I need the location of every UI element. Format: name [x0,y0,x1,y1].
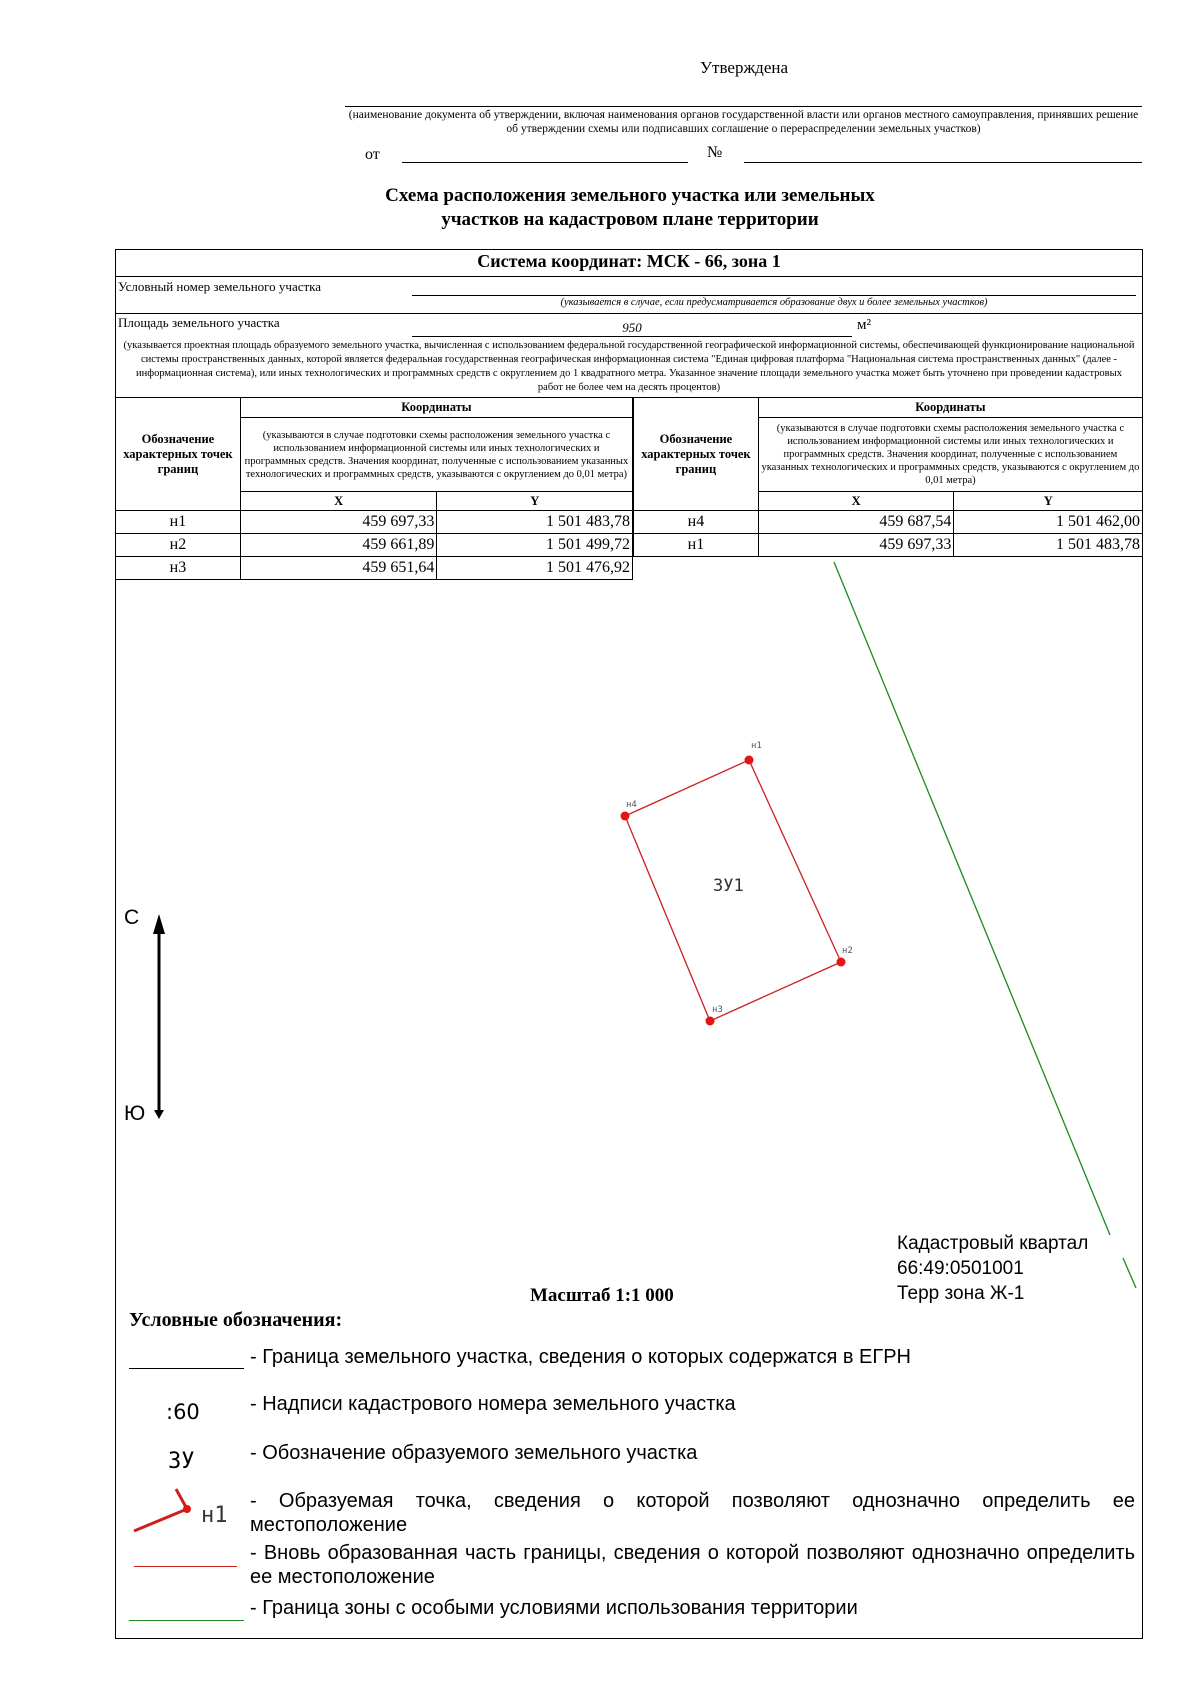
legend-zone-line-icon [129,1620,244,1621]
y-cell: 1 501 462,00 [954,511,1143,534]
legend-title: Условные обозначения: [129,1309,343,1331]
quarter-number: 66:49:0501001 [897,1258,1024,1279]
legend-new-boundary-line-icon [134,1566,237,1567]
number-label: № [707,144,723,161]
col-coords-header: Координаты [240,398,632,418]
legend-point-symbol: н1 [201,1503,228,1528]
doc-name-note: (наименование документа об утверждении, включая наименования органов государственной власти или органов местного самоуправления, принявших решение об утверждении схемы или подписавших соглашение о перераспределении земельных участков) [348,109,1139,135]
col-y-header: Y [954,492,1143,511]
col-y-header: Y [437,492,633,511]
south-arrowhead-icon [154,1110,164,1119]
area-unit: м² [857,317,871,333]
south-label: Ю [124,1102,146,1125]
approved-label: Утверждена [700,58,789,77]
point-marker-n2 [837,958,846,967]
x-cell: 459 697,33 [758,534,954,557]
col-point-header: Обозначение характерных точек границ [116,398,241,511]
coord-system-title: Система координат: МСК - 66, зона 1 [477,251,781,271]
parcel-number-label: Условный номер земельного участка [118,279,322,294]
zone-boundary-line [1123,1258,1136,1288]
y-cell: 1 501 483,78 [437,511,633,534]
zone-label: Терр зона Ж-1 [897,1283,1025,1304]
legend-parcel-symbol: ЗУ [168,1449,195,1474]
y-cell: 1 501 499,72 [437,534,633,557]
legend-cadastral-number-symbol: :60 [166,1400,200,1424]
y-cell: 1 501 483,78 [954,534,1143,557]
legend-item-point: - Образуемая точка, сведения о которой позволяют однозначно определить ее местоположение [250,1490,1135,1536]
col-coords-header: Координаты [758,398,1142,418]
zone-boundary-line [834,562,1110,1235]
area-note: (указывается проектная площадь образуемого земельного участка, вычисленная с использованием федеральной государственной географической информационной системы, обеспечивающей функционирование национальной системы пространственных данных, которой является федеральная государственная географическая информационная система "Единая цифровая платформа "Национальная система пространственных данных" (далее - информационная система), или иных технологических и программных средств с округлением до 1 квадратного метра. Указанное значение площади земельного участка может быть уточнено при проведении кадастровых работ не более чем на десять процентов) [123,340,1135,393]
y-cell: 1 501 476,92 [437,557,633,580]
scale-label: Масштаб 1:1 000 [530,1285,674,1306]
point-marker-n3 [706,1017,715,1026]
legend-item-egrn: - Граница земельного участка, сведения о которых содержатся в ЕГРН [250,1346,911,1368]
point-label-n2: н2 [842,946,853,956]
legend-item-zone: - Граница зоны с особыми условиями использования территории [250,1597,858,1619]
title-line-2: участков на кадастровом плане территории [441,209,819,230]
area-value: 950 [622,320,642,335]
quarter-label: Кадастровый квартал [897,1233,1089,1254]
legend-item-cadastral-number: - Надписи кадастрового номера земельного участка [250,1393,736,1415]
point-cell: н3 [116,557,241,580]
from-label: от [365,146,380,163]
x-cell: 459 651,64 [240,557,437,580]
point-cell: н1 [116,511,241,534]
point-label-n4: н4 [626,800,637,810]
point-label-n3: н3 [712,1005,723,1015]
north-label: С [124,906,140,929]
point-label-n1: н1 [751,741,762,751]
coords-note: (указываются в случае подготовки схемы расположения земельного участка с использованием информационной системы или иных технологических и программных средств. Значения координат, полученные с использованием указанных технологических и программных средств, указываются с округлением до 0,01 метра) [758,418,1142,492]
point-cell: н2 [116,534,241,557]
title-line-1: Схема расположения земельного участка или земельных [385,185,875,206]
area-label: Площадь земельного участка [118,315,280,330]
parcel-number-note: (указывается в случае, если предусматривается образование двух и более земельных участков) [560,297,988,308]
point-marker-n4 [621,812,630,821]
col-x-header: X [240,492,437,511]
x-cell: 459 661,89 [240,534,437,557]
point-cell: н1 [634,534,759,557]
point-marker-n1 [745,756,754,765]
legend-item-parcel: - Обозначение образуемого земельного участка [250,1442,698,1464]
col-point-header: Обозначение характерных точек границ [634,398,759,511]
quarter-info [897,1231,1088,1306]
coords-note: (указываются в случае подготовки схемы расположения земельного участка с использованием информационной системы или иных технологических и программных средств. Значения координат, полученные с использованием указанных технологических и программных средств, указываются с округлением до 0,01 метра) [240,418,632,492]
point-cell: н4 [634,511,759,534]
x-cell: 459 687,54 [758,511,954,534]
legend-item-new-boundary: - Вновь образованная часть границы, сведения о которой позволяют однозначно определить ее местоположение [250,1542,1135,1588]
x-cell: 459 697,33 [240,511,437,534]
legend-point-icon [129,1485,209,1537]
col-x-header: X [758,492,954,511]
north-arrowhead-icon [153,914,165,934]
parcel-label: ЗУ1 [713,876,744,896]
legend-egrn-line-icon [129,1368,244,1369]
